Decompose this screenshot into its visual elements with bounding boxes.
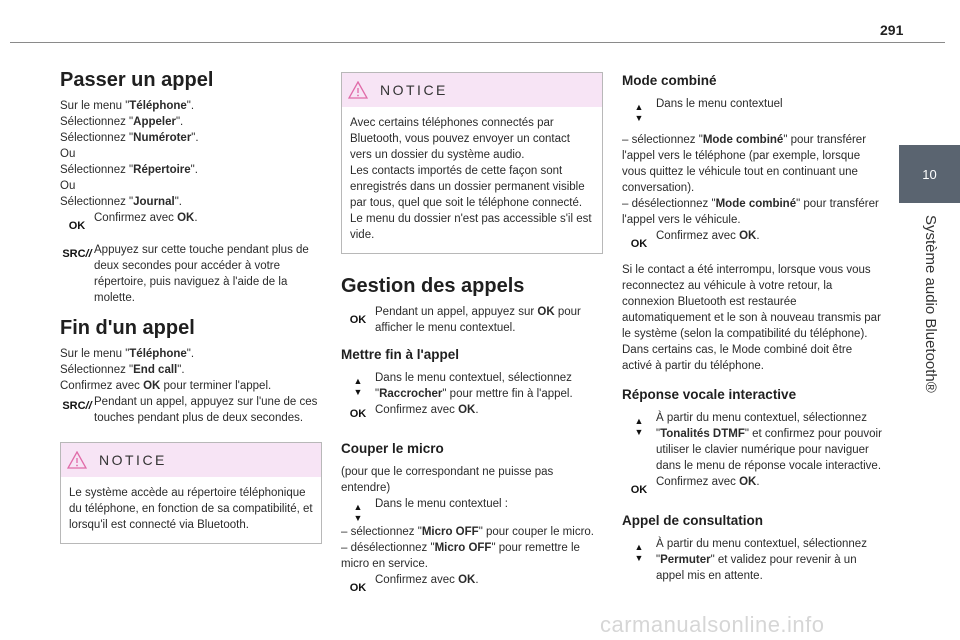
mettre-text: Dans le menu contextuel, sélectionnez "Raccrocher" pour mettre fin à l'appel. [375, 372, 573, 400]
subsection-title-couper: Couper le micro [341, 441, 444, 456]
up-down-arrows-icon: ▲ ▼ [353, 376, 363, 397]
header-rule [10, 42, 945, 43]
mode-menu-row [622, 96, 884, 124]
subsection-title-mettre: Mettre fin à l'appel [341, 347, 459, 362]
column-1 [60, 68, 322, 544]
mettre-ok-text: Confirmez avec OK. [375, 404, 479, 416]
appel-row [622, 536, 884, 584]
subsection-title-appel: Appel de consultation [622, 513, 764, 528]
subsection-title-mode: Mode combiné [622, 73, 717, 88]
couper-intro: (pour que le correspondant ne puisse pas entendre) [341, 466, 554, 494]
ok-icon: OK [630, 238, 648, 250]
text-line: Ou [60, 148, 76, 160]
reponse-ok-text: Confirmez avec OK. [656, 476, 760, 488]
notice-body: Avec certains téléphones connectés par Bluetooth, vous pouvez envoyer un contact vers un dossier du système audio. Les contacts importés de cette façon sont enregistrés dans un dossier permanent visible par tous, quel que soit le téléphone connecté. Le menu du dossier n'est pas accessible s'il est vide. [350, 117, 592, 241]
couper-ok-text: Confirmez avec OK. [375, 574, 479, 586]
mettre-ok-row [341, 402, 603, 422]
subsection-title-reponse: Réponse vocale interactive [622, 387, 797, 402]
text-line: – sélectionnez "Micro OFF" pour couper le micro. [341, 526, 594, 538]
reponse-ok-row [622, 474, 884, 498]
gestion-ok-row [341, 304, 603, 336]
column-2 [341, 72, 603, 596]
passer-ok-row [60, 210, 322, 234]
mode-lines [622, 132, 884, 228]
couper-lines [341, 524, 603, 572]
ok-icon: OK [349, 582, 367, 594]
mode-para-1: Si le contact a été interrompu, lorsque vous vous reconnectez au véhicule à votre retour, la connexion Bluetooth est restaurée automatiquement et le son à nouveau transmis par le système (selon la compatibilité du téléphone). [622, 264, 881, 340]
notice-header [61, 443, 321, 477]
text-line: Sélectionnez "Journal". [60, 196, 182, 208]
fin-src-row [60, 394, 322, 426]
notice-title: NOTICE [99, 452, 167, 468]
section-title-passer: Passer un appel [60, 69, 214, 91]
passer-ok-text: Confirmez avec OK. [94, 212, 198, 224]
up-down-arrows-icon: ▲ ▼ [634, 542, 644, 563]
up-down-arrows-icon: ▲ ▼ [353, 502, 363, 523]
text-line: Ou [60, 180, 76, 192]
page-number: 291 [880, 22, 904, 38]
warning-icon [348, 81, 368, 99]
column-3 [622, 72, 884, 584]
reponse-text: À partir du menu contextuel, sélectionnez "Tonalités DTMF" et confirmez pour pouvoir utiliser le clavier numérique pour naviguer dans le menu de réponse vocale interactive. [656, 412, 882, 472]
text-line: – désélectionnez "Micro OFF" pour remettre le micro en service. [341, 542, 580, 570]
section-title-fin: Fin d'un appel [60, 317, 195, 339]
text-line: Sur le menu "Téléphone". [60, 348, 195, 360]
chapter-title: Système audio Bluetooth® [921, 215, 939, 393]
chapter-tab[interactable]: 10 [899, 145, 960, 203]
text-line: Sur le menu "Téléphone". [60, 100, 195, 112]
ok-icon: OK [349, 408, 367, 420]
mode-menu-text: Dans le menu contextuel [656, 98, 783, 110]
gestion-ok-text: Pendant un appel, appuyez sur OK pour afficher le menu contextuel. [375, 306, 581, 334]
passer-src-text: Appuyez sur cette touche pendant plus de deux secondes pour accéder à votre répertoire, puis naviguez à l'aide de la molette. [94, 244, 309, 304]
up-down-arrows-icon: ▲ ▼ [634, 416, 644, 437]
mode-para-2: Dans certains cas, le Mode combiné doit être activé à partir du téléphone. [622, 344, 853, 372]
ok-icon: OK [349, 314, 367, 326]
mode-ok-row [622, 228, 884, 252]
fin-src-text: Pendant un appel, appuyez sur l'une de ces touches pendant plus de deux secondes. [94, 396, 318, 424]
src-icon: SRC // [62, 248, 92, 260]
text-line: Confirmez avec OK pour terminer l'appel. [60, 380, 272, 392]
text-line: Sélectionnez "End call". [60, 364, 185, 376]
warning-icon [67, 451, 87, 469]
passer-src-row [60, 242, 322, 306]
appel-text: À partir du menu contextuel, sélectionnez "Permuter" et validez pour revenir à un appel mis en attente. [656, 538, 867, 582]
ok-icon: OK [630, 484, 648, 496]
fin-lines [60, 346, 322, 394]
couper-ok-row [341, 572, 603, 596]
text-line: Sélectionnez "Numéroter". [60, 132, 199, 144]
section-title-gestion: Gestion des appels [341, 275, 525, 297]
notice-body: Le système accède au répertoire téléphonique du téléphone, en fonction de sa compatibilité, et lorsqu'il est connecté via Bluetooth. [69, 487, 313, 531]
notice-box-2 [341, 72, 603, 254]
text-line: Sélectionnez "Appeler". [60, 116, 184, 128]
mode-ok-text: Confirmez avec OK. [656, 230, 760, 242]
couper-menu-text: Dans le menu contextuel : [375, 498, 508, 510]
notice-title: NOTICE [380, 82, 448, 98]
couper-menu-row [341, 496, 603, 524]
src-icon: SRC // [62, 400, 92, 412]
notice-header [342, 73, 602, 107]
ok-icon: OK [68, 220, 86, 232]
text-line: – sélectionnez "Mode combiné" pour transférer l'appel vers le téléphone (par exemple, lorsque vous quittez le véhicule tout en continuant une conversation). [622, 134, 867, 194]
reponse-row [622, 410, 884, 474]
text-line: – désélectionnez "Mode combiné" pour transférer l'appel vers le véhicule. [622, 198, 879, 226]
text-line: Sélectionnez "Répertoire". [60, 164, 198, 176]
notice-box-1 [60, 442, 322, 544]
passer-lines [60, 98, 322, 210]
mettre-row [341, 370, 603, 402]
up-down-arrows-icon: ▲ ▼ [634, 102, 644, 123]
watermark: carmanualsonline.info [600, 612, 825, 637]
